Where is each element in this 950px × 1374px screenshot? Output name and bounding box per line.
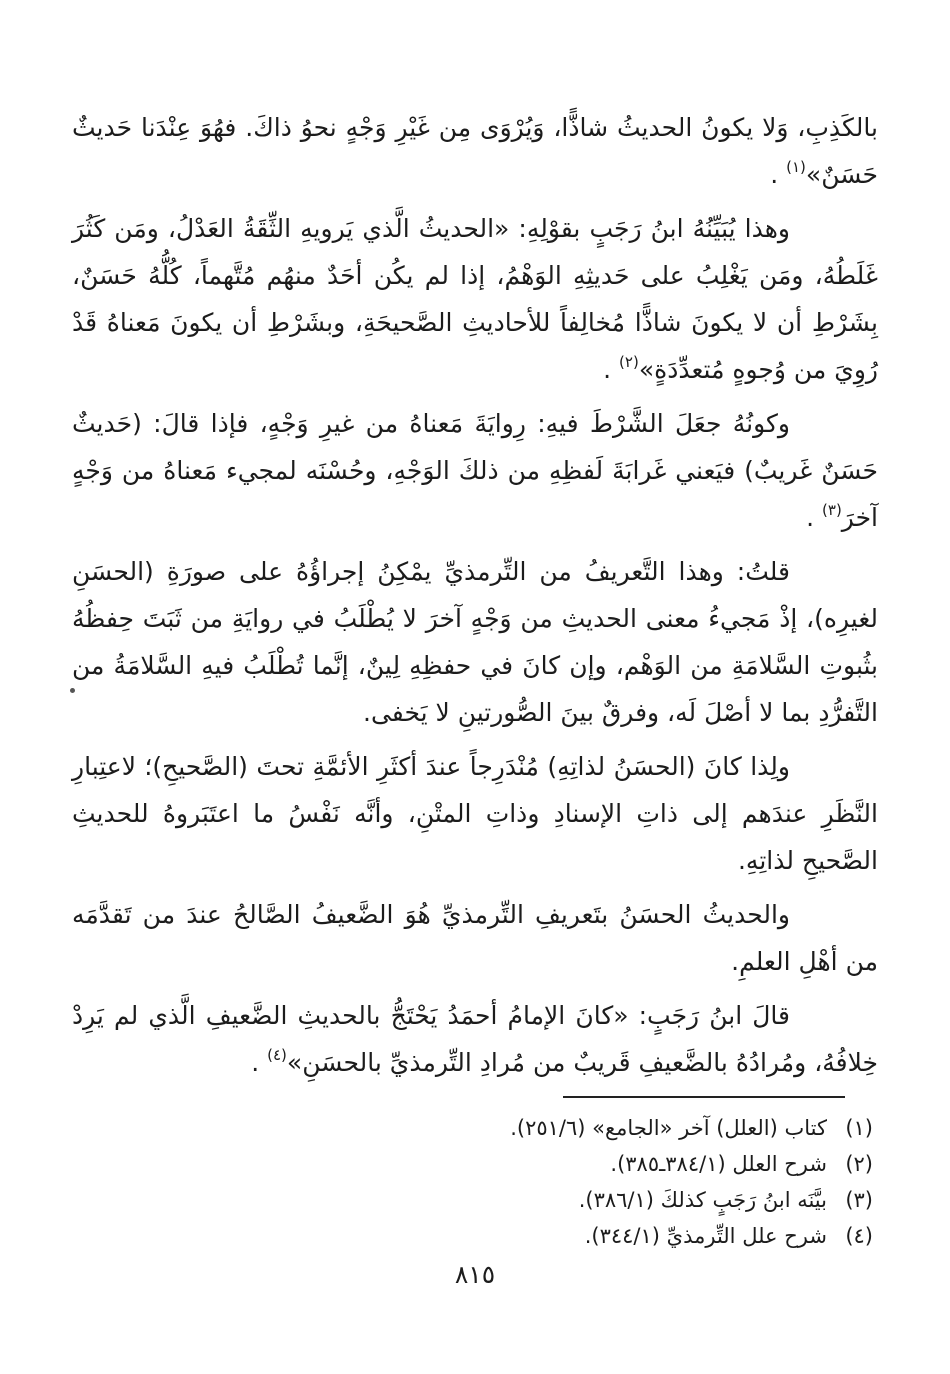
footnote-ref-marker: (٤): [267, 1046, 287, 1064]
paragraph: [72, 992, 878, 1086]
footnote-number: (١): [845, 1116, 873, 1140]
footnote-text: شرح العلل (٣٨٤/١ـ٣٨٥).: [610, 1152, 827, 1176]
paragraph: [72, 104, 878, 198]
paragraph-text: .: [603, 355, 620, 384]
footnotes-section: [90, 1110, 873, 1254]
footnote-number: (٢): [845, 1152, 873, 1176]
body-text: [72, 104, 878, 1093]
paragraph-text: .: [770, 160, 787, 189]
page-number: ٨١٥: [454, 1260, 496, 1289]
footnote-text: كتاب (العلل) آخر «الجامع» (٢٥١/٦).: [510, 1116, 827, 1140]
footnote-text: بيَّنَه ابنُ رَجَبٍ كذلكَ (٣٨٦/١).: [578, 1188, 827, 1212]
footnote-separator-rule: [563, 1096, 845, 1098]
paragraph-text: قلتُ: وهذا التَّعريفُ من التِّرمذيِّ يمْكِنُ إجراؤُهُ على صورَةِ (الحسَنِ لغيرِه)، إذْ مَجيءُ معنى الحديثِ من وَجْهٍ آخرَ لا يُطْلَبُ في روايَةِ من ثَبَتَ حِفظُهُ بثُبوتِ السَّلامَةِ من الوَهْم، وإن كانَ في حفظِهِ لِينٌ، إنَّما تُطْلَبُ فيهِ السَّلامَةُ من التَّفرُّدِ بما لا أصْلَ لَه، وفرقٌ بينَ الصُّورتينِ لا يَخفى.: [72, 557, 878, 727]
paragraph: [72, 548, 878, 736]
paragraph-text: .: [806, 503, 823, 532]
paragraph: [72, 743, 878, 884]
footnote-item: [90, 1146, 873, 1182]
footnote-ref-marker: (١): [786, 158, 806, 176]
footnote-number: (٣): [845, 1188, 873, 1212]
paragraph-text: وهذا يُبَيِّنُهُ ابنُ رَجَبٍ بقوْلِهِ: «الحديثُ الَّذي يَرويهِ الثِّقَةُ العَدْلُ، ومَن كَثُرَ غَلَطُهُ، ومَن يَغْلِبُ على حَديثِهِ الوَهْمُ، إذا لم يكُن أحَدٌ منهُم مُتَّهماً، كُلُّهُ حَسَنٌ، بِشَرْطِ أن لا يكونَ شاذًّا مُخالِفاً للأحاديثِ الصَّحيحَةِ، وبشَرْطِ أن يكونَ مَعناهُ قَدْ رُوِيَ من وُجوهٍ مُتعدِّدَةٍ»: [72, 214, 878, 384]
paragraph-text: بالكَذِبِ، وَلا يكونُ الحديثُ شاذًّا، وَيُرْوَى مِن غَيْرِ وَجْهٍ نحوُ ذاكَ. فهُوَ عِنْدَنا حَديثٌ حَسَنٌ»: [72, 113, 878, 189]
footnote-item: [90, 1218, 873, 1254]
paragraph-text: وكونُهُ جعَلَ الشَّرْطَ فيهِ: رِوايَةَ مَعناهُ من غيرِ وَجْهٍ، فإذا قالَ: (حَديثٌ حَسَنٌ غَريبٌ) فيَعني غَرابَةَ لَفظِهِ من ذلكَ الوَجْهِ، وحُسْنَه لمجيء مَعناهُ من وَجْهٍ آخرَ: [72, 409, 878, 532]
paragraph-text: قالَ ابنُ رَجَبٍ: «كانَ الإمامُ أحمَدُ يَحْتَجُّ بالحديثِ الضَّعيفِ الَّذي لم يَرِدْ خِلافُهُ، ومُرادُهُ بالضَّعيفِ قَريبٌ من مُرادِ التِّرمذيِّ بالحسَنِ»: [72, 1001, 878, 1077]
paragraph-text: والحديثُ الحسَنُ بتَعريفِ التِّرمذيِّ هُوَ الضَّعيفُ الصَّالحُ عندَ من تَقدَّمَه من أهْلِ العلمِ.: [72, 900, 878, 976]
footnote-text: شرح علل التِّرمذيِّ (٣٤٤/١).: [584, 1224, 827, 1248]
paragraph: [72, 205, 878, 393]
paragraph: [72, 891, 878, 985]
footnote-ref-marker: (٣): [822, 501, 842, 519]
footnote-item: [90, 1110, 873, 1146]
footnote-number: (٤): [845, 1224, 873, 1248]
paragraph: [72, 400, 878, 541]
footnote-item: [90, 1182, 873, 1218]
footnote-ref-marker: (٢): [619, 353, 639, 371]
paragraph-text: ولِذا كانَ (الحسَنُ لذاتِهِ) مُنْدَرِجاً عندَ أكثَرِ الأئمَّةِ تحتَ (الصَّحيحِ)؛ لاعتِبارِ النَّظَرِ عندَهم إلى ذاتِ الإسنادِ وذاتِ المتْنِ، وأنَّه نَفْسُ ما اعتَبَروهُ للحديثِ الصَّحيحِ لذاتِهِ.: [72, 752, 878, 875]
scan-artifact-dot: [70, 688, 75, 693]
paragraph-text: .: [251, 1048, 268, 1077]
